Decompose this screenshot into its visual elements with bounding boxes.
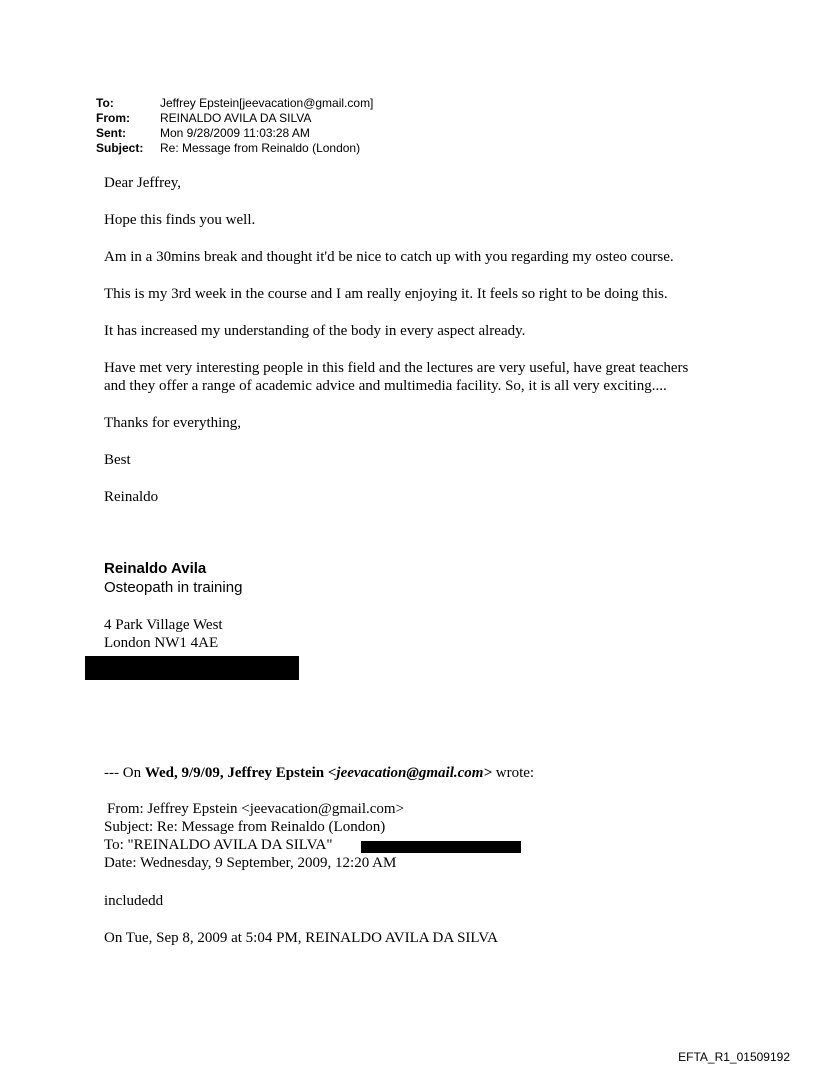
quoted-from-line: From: Jeffrey Epstein <jeevacation@gmail.com> <box>107 801 405 817</box>
quoted-intro-prefix: --- On <box>104 765 145 781</box>
thanks-line: Thanks for everything, <box>104 415 242 431</box>
signature-address-1: 4 Park Village West <box>104 617 223 633</box>
signature-name: Reinaldo Avila <box>104 560 207 577</box>
to-value: Jeffrey Epstein[jeevacation@gmail.com] <box>160 96 374 110</box>
quoted-subject-line: Subject: Re: Message from Reinaldo (London) <box>104 819 386 835</box>
from-value: REINALDO AVILA DA SILVA <box>160 111 312 125</box>
quoted-intro-suffix: wrote: <box>492 765 535 781</box>
signoff-line: Reinaldo <box>104 489 159 505</box>
header-subject-row <box>96 141 373 156</box>
quoted-on-line: On Tue, Sep 8, 2009 at 5:04 PM, REINALDO AVILA DA SILVA <box>104 930 498 946</box>
paragraph-3: This is my 3rd week in the course and I am really enjoying it. It feels so right to be doing this. <box>104 286 668 302</box>
header-sent-row <box>96 126 373 141</box>
subject-label: Subject: <box>96 141 144 155</box>
paragraph-1: Hope this finds you well. <box>104 212 256 228</box>
header-from-row <box>96 111 373 126</box>
quoted-date-line: Date: Wednesday, 9 September, 2009, 12:20 AM <box>104 855 397 871</box>
sent-value: Mon 9/28/2009 11:03:28 AM <box>160 126 310 140</box>
signature-address-2: London NW1 4AE <box>104 635 219 651</box>
quoted-intro-email: <jeevacation@gmail.com> <box>327 765 493 781</box>
email-header <box>96 96 373 156</box>
subject-value: Re: Message from Reinaldo (London) <box>160 141 361 155</box>
sent-label: Sent: <box>96 126 126 140</box>
greeting: Dear Jeffrey, <box>104 175 182 191</box>
paragraph-5-line-2: and they offer a range of academic advice and multimedia facility. So, it is all very exciting.... <box>104 378 667 394</box>
from-label: From: <box>96 111 130 125</box>
quoted-intro <box>104 764 534 782</box>
quoted-to-line: To: "REINALDO AVILA DA SILVA" <box>104 837 333 853</box>
document-id: EFTA_R1_01509192 <box>678 1050 790 1064</box>
paragraph-5-line-1: Have met very interesting people in this field and the lectures are very useful, have great teachers <box>104 360 689 376</box>
signature-title: Osteopath in training <box>104 579 243 596</box>
paragraph-2: Am in a 30mins break and thought it'd be nice to catch up with you regarding my osteo course. <box>104 249 674 265</box>
closing-line: Best <box>104 452 131 468</box>
redaction-bar <box>85 656 299 680</box>
paragraph-4: It has increased my understanding of the body in every aspect already. <box>104 323 526 339</box>
quoted-intro-date: Wed, 9/9/09, Jeffrey Epstein <box>144 765 325 781</box>
header-to-row <box>96 96 373 111</box>
quoted-body: includedd <box>104 893 164 909</box>
to-label: To: <box>96 96 114 110</box>
redaction-bar <box>361 841 521 853</box>
